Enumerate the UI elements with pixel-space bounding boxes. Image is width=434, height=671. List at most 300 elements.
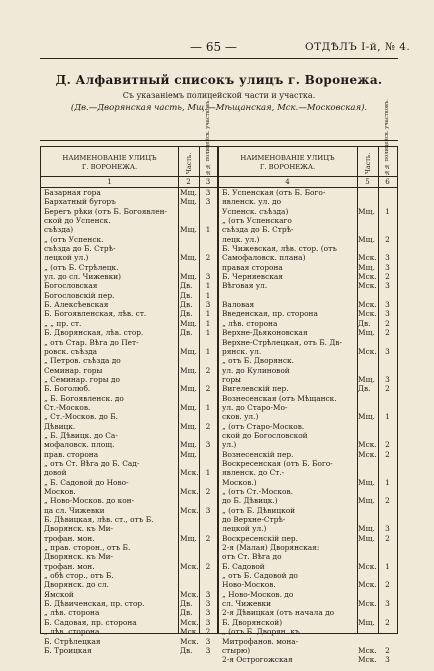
police-part: Мщ. [358, 533, 375, 543]
police-part: Мск. [358, 580, 377, 590]
street-name: Б. Алексѣевская [44, 300, 109, 310]
table-row [41, 552, 217, 561]
table-row [41, 562, 217, 571]
street-name: Введенская, пр. сторона [222, 309, 318, 319]
police-part: Мск. [358, 561, 377, 571]
precinct-number: 2 [205, 627, 211, 637]
police-part: Мск. [180, 468, 199, 478]
table-row [41, 422, 217, 431]
street-name: „ (отъ Б. Стрѣлецк. [44, 262, 119, 272]
page-subtitle: Съ указаніемъ полицейской части и участка. [122, 91, 316, 100]
police-part: Мск. [180, 636, 199, 646]
police-part: Мщ. [358, 524, 375, 534]
police-part: Мщ. [180, 188, 197, 197]
precinct-number: 1 [205, 468, 211, 478]
table-row [41, 253, 217, 262]
police-part: Мщ. [180, 449, 197, 459]
table-row [41, 468, 217, 477]
street-name: Б. Дѣвиченская, пр. стор. [44, 599, 145, 609]
table-row [219, 552, 397, 561]
police-part: Мск. [180, 487, 199, 496]
street-name: „ Б. Дѣвицк. до Са- [44, 430, 118, 440]
table-row [219, 366, 397, 375]
table-row [41, 319, 217, 328]
precinct-number: 3 [385, 655, 390, 665]
precinct-number: 3 [205, 599, 211, 609]
street-name: „ лѣв. сторона [44, 608, 100, 618]
table-row [219, 524, 397, 533]
street-name: „ Семинар. горы до [44, 374, 120, 384]
table-row [41, 375, 217, 384]
precinct-number: 2 [205, 533, 211, 543]
street-name: „ отъ Б. Садовой до [222, 571, 298, 581]
table-row [219, 394, 397, 403]
police-part: Мск. [180, 505, 199, 515]
police-part: Мск. [358, 599, 377, 609]
police-part: Мск. [358, 253, 377, 263]
street-name: „ отъ Стар. Вѣга до Пет- [44, 337, 139, 347]
table-row [41, 384, 217, 393]
precinct-number: 1 [205, 225, 211, 235]
police-part: Мщ. [180, 272, 197, 282]
street-name: явленск. ул. до [222, 197, 282, 207]
table-row [41, 450, 217, 459]
precinct-number: 2 [385, 440, 390, 450]
left-column-list [41, 188, 217, 655]
street-name: „ Б. Садовой до Ново- [44, 477, 129, 487]
street-name: Б. Садовой [222, 561, 265, 571]
street-name: рянск. ул. [222, 346, 262, 356]
table-row [41, 291, 217, 300]
table-row [41, 281, 217, 290]
police-part: Мщ. [358, 412, 375, 422]
table-row [219, 646, 397, 655]
precinct-number: 3 [385, 524, 390, 534]
table-row [219, 618, 397, 627]
table-row [41, 478, 217, 487]
street-name: лецкой ул.) [222, 524, 267, 534]
street-name: лецкой ул.) [44, 253, 89, 263]
table-row [41, 524, 217, 533]
table-row [41, 225, 217, 234]
column-number: 1 [107, 178, 112, 186]
street-name: прав. сторона [44, 449, 99, 459]
police-part: Мщ. [180, 346, 197, 356]
table-row [41, 403, 217, 412]
table-row [41, 347, 217, 356]
street-name: съѣзда до Б. Стрѣ- [222, 225, 294, 235]
police-part: Дв. [180, 645, 193, 655]
precinct-number: 2 [385, 449, 390, 459]
street-name: Валовая [222, 300, 255, 310]
street-name: „ Ново-Москов. до кон- [44, 496, 135, 506]
table-row [41, 300, 217, 309]
street-name: Воскресенскій пер. [222, 533, 298, 543]
table-row [219, 487, 397, 496]
precinct-number: 3 [385, 309, 390, 319]
precinct-number: 2 [205, 384, 211, 394]
column-number: 3 [205, 178, 211, 186]
street-name: „ прав. сторон., отъ Б. [44, 543, 131, 553]
precinct-number: 3 [205, 636, 211, 646]
table-row [41, 207, 217, 216]
precinct-number: 3 [385, 262, 390, 272]
table-row [41, 272, 217, 281]
table-row [41, 440, 217, 449]
street-name: трофан. мон. [44, 561, 95, 571]
police-part: Мск. [358, 655, 377, 665]
table-row [219, 440, 397, 449]
police-part: Дв. [358, 384, 371, 394]
table-row [41, 590, 217, 599]
precinct-number: 2 [385, 272, 390, 282]
table-row [219, 207, 397, 216]
precinct-number: 1 [205, 328, 211, 338]
street-name: Б. Стрѣлецкая [44, 636, 101, 646]
police-part: Мщ. [180, 225, 197, 235]
street-name: до Б. Дѣвицк.) [222, 496, 278, 506]
street-name: Дворянск. къ Ми- [44, 524, 114, 534]
table-row [219, 225, 397, 234]
table-row [219, 496, 397, 505]
table-row [219, 468, 397, 477]
street-name: „ Ново-Москов. до [222, 589, 294, 599]
street-name: „ лѣв. сторона [222, 318, 278, 328]
street-name: до Верхне-Стрѣ- [222, 515, 286, 525]
police-part: Дв. [180, 328, 193, 338]
precinct-number: 2 [205, 365, 211, 375]
table-row [41, 216, 217, 225]
street-name: Дворянск. до сл. [44, 580, 109, 590]
table-row [219, 608, 397, 617]
table-row [219, 599, 397, 608]
table-row [219, 478, 397, 487]
column-header-uch-left: №№ полицейск. участковъ. [205, 99, 211, 175]
table-row [41, 328, 217, 337]
street-name: Б. Богоявленская, лѣв. ст. [44, 309, 147, 319]
street-name: горы [222, 374, 241, 384]
street-name: 2-я Острогожская [222, 655, 293, 665]
street-name: Верхне-Дьяконовская [222, 328, 308, 338]
page-header [0, 40, 434, 56]
column-header-part-left: Часть. [185, 152, 193, 174]
street-name: Митрофанов. мона- [222, 636, 299, 646]
table-row [219, 384, 397, 393]
table-row [219, 422, 397, 431]
table-row [41, 618, 217, 627]
table-row [219, 338, 397, 347]
street-name: Дѣвицк. [44, 421, 76, 431]
street-name: мофаловск. площ. [44, 440, 115, 450]
street-name: 2-я Дѣвицкая (отъ начала до [222, 608, 335, 618]
police-part: Мщ. [180, 402, 197, 412]
street-name: „ (отъ Б. Дворян. къ [222, 627, 300, 637]
police-part: Мск. [358, 346, 377, 356]
table-row [219, 328, 397, 337]
precinct-number: 3 [205, 440, 211, 450]
precinct-number: 2 [205, 487, 211, 496]
precinct-number: 2 [385, 234, 390, 244]
precinct-number: 2 [205, 561, 211, 571]
street-name: „ Б. Богоявленск. до [44, 393, 124, 403]
street-name: „ „ пр. ст. [44, 318, 82, 328]
table-row [219, 543, 397, 552]
street-name: Ст.-Москов. [44, 402, 91, 412]
precinct-number: 2 [385, 580, 390, 590]
table-row [41, 496, 217, 505]
police-part: Мщ. [180, 384, 197, 394]
table-row [219, 403, 397, 412]
table-row [41, 646, 217, 655]
table-row [219, 263, 397, 272]
street-name: Б. Черняевская [222, 272, 283, 282]
precinct-number: 1 [385, 477, 390, 487]
street-name: сл. Чижевки [222, 599, 272, 609]
precinct-number: 2 [205, 253, 211, 263]
table-row [41, 309, 217, 318]
street-name: Б. Садовая, пр. сторона [44, 617, 137, 627]
street-name: Б. Чижевская, лѣв. стор. (отъ [222, 244, 337, 254]
police-part: Мщ. [358, 374, 375, 384]
table-row [41, 637, 217, 646]
right-column-list [219, 188, 397, 665]
street-name: Самофаловск. плана) [222, 253, 306, 263]
column-number: 6 [385, 178, 390, 186]
table-row [41, 459, 217, 468]
table-row [41, 412, 217, 421]
police-part: Мщ. [180, 197, 197, 207]
street-name: 2-я (Малая) Дворянская: [222, 543, 320, 553]
street-name: Вигелевскій пер. [222, 384, 289, 394]
table-row [219, 235, 397, 244]
precinct-number: 3 [205, 505, 211, 515]
table-row [219, 272, 397, 281]
precinct-number: 1 [205, 402, 211, 412]
table-row [41, 515, 217, 524]
street-name: „ (отъ Успенск. [44, 234, 104, 244]
page-title: Д. Алфавитный списокъ улицъ г. Воронежа. [55, 73, 383, 87]
police-part: Мск. [180, 589, 199, 599]
police-part: Мск. [180, 617, 199, 627]
table-row [219, 300, 397, 309]
table-row [41, 580, 217, 589]
precinct-number: 1 [205, 290, 211, 300]
precinct-number: 2 [385, 318, 390, 328]
header-rule [40, 58, 398, 59]
police-part: Дв. [358, 318, 371, 328]
table-row [219, 188, 397, 197]
table-row [41, 506, 217, 515]
police-part: Мщ. [358, 234, 375, 244]
street-name: Дворянск. къ Ми- [44, 552, 114, 562]
street-name: „ Ст.-Москов. до Б. [44, 412, 118, 422]
precinct-number: 2 [385, 533, 390, 543]
street-name: Б. Дѣвицкая, лѣв. ст., отъ Б. [44, 515, 154, 525]
police-part: Дв. [180, 599, 193, 609]
police-part: Мщ. [180, 318, 197, 328]
street-name: съѣзда) [44, 225, 74, 235]
abbreviation-legend: (Дв.—Дворянская часть, Мщ.—Мѣщанская, Мск.—Московская). [70, 103, 368, 113]
street-name: Москов.) [222, 477, 257, 487]
street-name: Б. Дворянская, лѣв. стор. [44, 328, 144, 338]
street-name: ул. до Старо-Мо- [222, 402, 288, 412]
precinct-number: 3 [205, 589, 211, 599]
street-name: правая сторона [222, 262, 283, 272]
street-name: Б. Троицкая [44, 645, 92, 655]
table-row [41, 244, 217, 253]
precinct-number: 3 [205, 617, 211, 627]
precinct-number: 3 [385, 253, 390, 263]
street-name: ул.) [222, 440, 237, 450]
street-name: Семинар. горы [44, 365, 103, 375]
street-name: Бархатный бугоръ [44, 197, 116, 207]
street-name: Вознесенская (отъ Мѣщанск. [222, 393, 337, 403]
table-row [219, 637, 397, 646]
police-part: Дв. [180, 281, 193, 291]
police-part: Мщ. [180, 440, 197, 450]
table-row [219, 253, 397, 262]
street-name: „ лѣв. сторона [44, 627, 100, 637]
police-part: Мск. [358, 272, 377, 282]
police-part: Мск. [180, 627, 199, 637]
street-name: явленск. до Ст.- [222, 468, 285, 478]
street-name: сков. ул.) [222, 412, 259, 422]
table-row [219, 655, 397, 664]
table-row [41, 356, 217, 365]
police-part: Мщ. [180, 533, 197, 543]
precinct-number: 1 [385, 412, 390, 422]
street-name: съѣзда до Б. Стрѣ- [44, 244, 116, 254]
precinct-number: 3 [205, 300, 211, 310]
title-rule [40, 140, 398, 141]
police-part: Мщ. [180, 253, 197, 263]
table-row [219, 506, 397, 515]
table-row [219, 309, 397, 318]
table-row [41, 627, 217, 636]
precinct-number: 3 [385, 281, 390, 291]
column-header-name-left: НАИМЕНОВАНІЕ УЛИЦЪ Г. ВОРОНЕЖА. [62, 154, 157, 171]
table-row [41, 487, 217, 496]
column-header-uch-right: №№ полицейск. участковъ. [384, 99, 390, 175]
table-row [219, 356, 397, 365]
street-name: „ отъ Б. Дворянск. [222, 356, 294, 366]
street-name: Базарная гора [44, 188, 101, 197]
table-row [219, 281, 397, 290]
table-row [219, 450, 397, 459]
table-row [219, 534, 397, 543]
table-row [41, 394, 217, 403]
table-row [41, 608, 217, 617]
street-name: Б. Боголюб. [44, 384, 91, 394]
street-name: Богословскій пер. [44, 290, 115, 300]
precinct-number: 2 [205, 421, 211, 431]
street-name: „ отъ Ст. Вѣга до Б. Сад- [44, 458, 140, 468]
precinct-number: 1 [205, 309, 211, 319]
street-name: Успенск. съѣзда) [222, 206, 289, 216]
table-row [219, 580, 397, 589]
column-number: 4 [285, 178, 290, 186]
column-number: 2 [186, 178, 191, 186]
precinct-number: 3 [205, 188, 211, 197]
table-row [41, 338, 217, 347]
precinct-number: 2 [385, 496, 390, 506]
precinct-number: 3 [385, 374, 390, 384]
precinct-number: 1 [385, 561, 390, 571]
street-name: ул. до Кулиновой [222, 365, 290, 375]
precinct-number: 3 [385, 346, 390, 356]
table-row [41, 188, 217, 197]
precinct-number: 1 [385, 206, 390, 216]
precinct-number: 3 [205, 608, 211, 618]
table-row [41, 599, 217, 608]
street-name: „ обѣ стор., отъ Б. [44, 571, 114, 581]
precinct-number: 3 [385, 599, 390, 609]
table-row [41, 366, 217, 375]
table-row [219, 562, 397, 571]
police-part: Мск. [180, 561, 199, 571]
street-name: „ Петров. съѣзда до [44, 356, 121, 366]
police-part: Мщ. [180, 421, 197, 431]
police-part: Мщ. [180, 365, 197, 375]
police-part: Мск. [358, 645, 377, 655]
table-row [219, 590, 397, 599]
table-row [41, 571, 217, 580]
table-row [41, 431, 217, 440]
police-part: Мщ. [358, 496, 375, 506]
street-name: отъ Ст. Вѣга до [222, 552, 282, 562]
police-part: Мск. [358, 309, 377, 319]
police-part: Мск. [358, 281, 377, 291]
street-name: „ (отъ Успенскаго [222, 216, 292, 226]
table-row [219, 244, 397, 253]
table-row [41, 543, 217, 552]
precinct-number: 1 [205, 318, 211, 328]
street-name: „ (отъ Б. Дѣвицкой [222, 505, 296, 515]
police-part: Мщ. [358, 206, 375, 216]
street-name: ца сл. Чижевки [44, 505, 105, 515]
table-row [219, 347, 397, 356]
precinct-number: 2 [385, 645, 390, 655]
street-name: Вѣговая ул. [222, 281, 268, 291]
table-row [219, 571, 397, 580]
precinct-number: 3 [205, 272, 211, 282]
police-part: Мск. [358, 440, 377, 450]
page-number: — 65 — [190, 40, 237, 54]
police-part: Мщ. [358, 328, 375, 338]
table-row [219, 216, 397, 225]
police-part: Дв. [180, 309, 193, 319]
street-name: Ново-Москов. [222, 580, 276, 590]
precinct-number: 3 [205, 197, 211, 207]
column-header-name-right: НАИМЕНОВАНІЕ УЛИЦЪ Г. ВОРОНЕЖА. [240, 154, 335, 171]
police-part: Мщ. [358, 617, 375, 627]
table-row [219, 459, 397, 468]
table-row [41, 235, 217, 244]
table-row [41, 534, 217, 543]
precinct-number: 2 [385, 328, 390, 338]
street-name: лецк. ул.) [222, 234, 260, 244]
table-row [219, 197, 397, 206]
street-name: стырю) [222, 645, 251, 655]
street-name: Верхне-Стрѣлецкая, отъ Б. Дв- [222, 337, 343, 347]
street-name: ровск. съѣзда [44, 346, 98, 356]
section-label: ОТДѢЛЪ I-й, № 4. [305, 41, 411, 53]
police-part: Дв. [180, 608, 193, 618]
street-name: Москов. [44, 487, 76, 496]
street-name: довой [44, 468, 67, 478]
street-name: Б. Успенская (отъ Б. Бого- [222, 188, 326, 197]
precinct-number: 3 [205, 645, 211, 655]
